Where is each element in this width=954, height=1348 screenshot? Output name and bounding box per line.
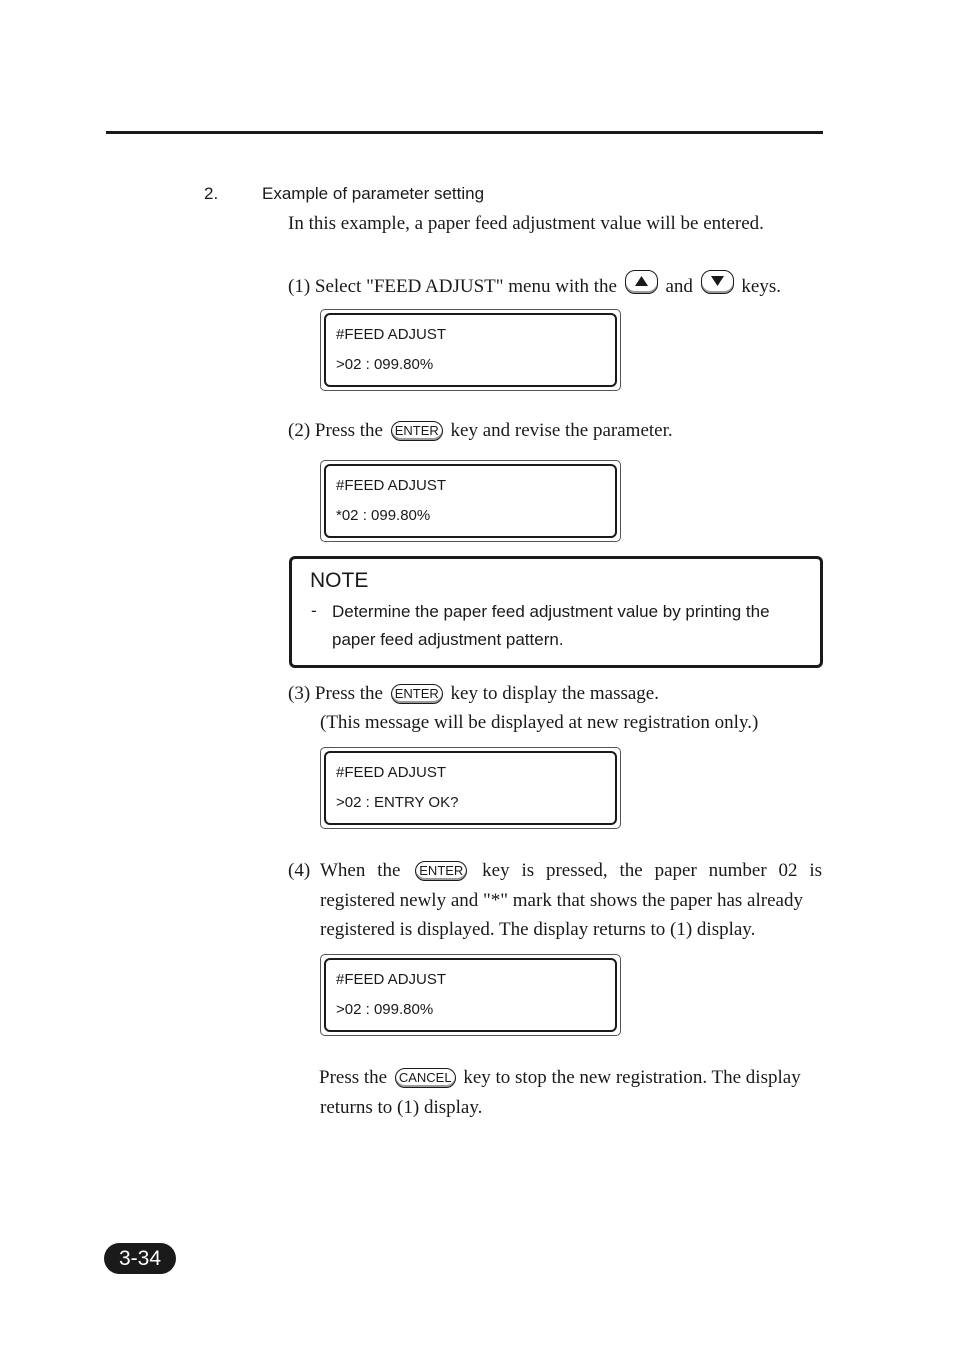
step-2-pre: (2) Press the xyxy=(288,420,383,441)
enter-key-icon: ENTER xyxy=(391,684,443,704)
cancel-line-1 xyxy=(319,1063,801,1093)
lcd-line-2: *02 : 099.80% xyxy=(336,507,431,524)
lcd-line-2: >02 : 099.80% xyxy=(336,356,434,373)
section-number: 2. xyxy=(204,184,219,203)
lcd-line-1: #FEED ADJUST xyxy=(336,764,447,781)
cancel-key-icon: CANCEL xyxy=(395,1068,456,1088)
lcd-line-1: #FEED ADJUST xyxy=(336,971,447,988)
step-2 xyxy=(288,416,673,446)
step-4-post: key is pressed, the paper number 02 is xyxy=(482,860,822,881)
step-1-text: (1) Select "FEED ADJUST" menu with the xyxy=(288,276,617,297)
step-1-and: and xyxy=(665,276,693,297)
note-box xyxy=(289,556,823,668)
section-title: Example of parameter setting xyxy=(262,184,485,203)
step-1 xyxy=(288,268,781,302)
note-text: Determine the paper feed adjustment value by printing the paper feed adjustment pattern. xyxy=(332,602,770,649)
lcd-display-4 xyxy=(320,954,621,1036)
page-number: 3-34 xyxy=(104,1243,176,1274)
step-4-line-3: registered is displayed. The display returns to (1) display. xyxy=(320,919,756,940)
header-rule xyxy=(106,131,823,134)
step-3-post: key to display the massage. xyxy=(450,683,659,704)
step-4-line-2: registered newly and "*" mark that shows the paper has already xyxy=(320,890,803,911)
step-3-note: (This message will be displayed at new registration only.) xyxy=(320,712,759,733)
down-arrow-key-icon xyxy=(701,270,734,294)
enter-key-icon: ENTER xyxy=(391,421,443,441)
note-bullet: - xyxy=(311,601,317,620)
step-1-keys: keys. xyxy=(741,276,781,297)
cancel-line-2: returns to (1) display. xyxy=(320,1097,483,1118)
cancel-post: key to stop the new registration. The display xyxy=(463,1067,801,1088)
up-arrow-key-icon xyxy=(625,270,658,294)
step-4-num: (4) xyxy=(288,860,311,881)
cancel-pre: Press the xyxy=(319,1067,388,1088)
step-4-pre: When the xyxy=(320,860,401,881)
step-2-post: key and revise the parameter. xyxy=(450,420,673,441)
lcd-line-2: >02 : ENTRY OK? xyxy=(336,794,459,811)
lcd-display-3 xyxy=(320,747,621,829)
lcd-display-1 xyxy=(320,309,621,391)
lcd-line-2: >02 : 099.80% xyxy=(336,1001,434,1018)
intro-text: In this example, a paper feed adjustment value will be entered. xyxy=(288,213,764,234)
step-3-pre: (3) Press the xyxy=(288,683,383,704)
lcd-line-1: #FEED ADJUST xyxy=(336,326,447,343)
lcd-display-2 xyxy=(320,460,621,542)
enter-key-icon: ENTER xyxy=(415,861,467,881)
step-3 xyxy=(288,679,659,709)
step-4-line-1 xyxy=(320,856,822,886)
lcd-line-1: #FEED ADJUST xyxy=(336,477,447,494)
note-title: NOTE xyxy=(310,569,369,592)
